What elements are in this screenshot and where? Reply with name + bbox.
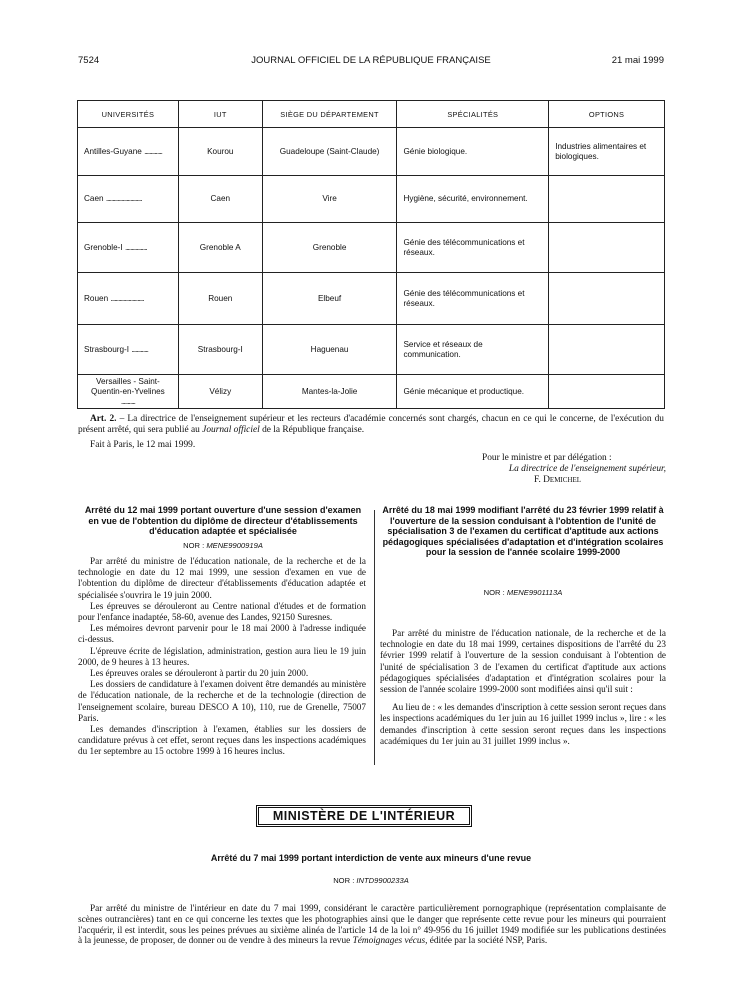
cell-iut: Strasbourg-I <box>178 325 262 375</box>
cell-specialite: Génie des télécommunications et réseaux. <box>397 273 549 325</box>
left-article-body <box>78 556 366 758</box>
right-article-nor: NOR : MENE9901113A <box>483 588 563 597</box>
paragraph: Par arrêté du ministre de l'éducation nationale, de la recherche et de la technologie en date du 18 mai 1999, certaines dispositions de l'arrêté du 23 février 1999 relatif à l'ouverture de la session conduisant à l'obtention de l'unité de spécialisation 3 de l'examen du certificat d'aptitude aux actions pédagogiques spécialisées d'adaptation et d'intégration scolaires pour la session de l'année scolaire 1999-2000 sont modifiées ainsi qu'il suit : <box>380 628 666 695</box>
paragraph: Par arrêté du ministre de l'éducation nationale, de la recherche et de la technologie en date du 12 mai 1999, une session d'examen en vue de l'obtention du diplôme de directeur d'établissements d'éducation adaptée et spécialisée s'ouvrira le 19 juin 2000. <box>78 556 366 600</box>
left-article-title: Arrêté du 12 mai 1999 portant ouverture d'une session d'examen en vue de l'obtention du diplôme de directeur d'établissements d'éducation adaptée et spécialisée <box>84 505 362 537</box>
paragraph: Les mémoires devront parvenir pour le 18 mai 2000 à l'adresse indiquée ci-dessus. <box>78 623 366 645</box>
paragraph: Les épreuves se dérouleront au Centre national d'études et de formation pour l'enfance inadaptée, 58-60, avenue des Landes, 92150 Suresnes. <box>78 600 366 623</box>
cell-options <box>549 325 665 375</box>
table-row <box>78 375 665 409</box>
cell-iut: Vélizy <box>178 375 262 409</box>
column-header: IUT <box>178 101 262 128</box>
cell-siege: Haguenau <box>262 325 397 375</box>
cell-universite: Rouen .......................... <box>78 273 179 325</box>
signature-name: F. Demichel <box>534 475 582 486</box>
interior-article-body: Par arrêté du ministre de l'intérieur en date du 7 mai 1999, considérant le caractère particulièrement pornographique (représentation complaisante de scènes outrancières) tant en ce qui concerne les textes que les photographies ainsi que le danger que représente cette revue pour les mineurs qui pourraient l'acquérir, il est interdit, sous les peines prévues au sixième alinéa de l'article 14 de la loi n° 49-956 du 16 juillet 1949 modifiée sur les publications destinées à la jeunesse, de proposer, de donner ou de vendre à des mineurs la revue Témoignages vécus, éditée par la société NSP, Paris. <box>78 904 666 947</box>
table-row <box>78 325 665 375</box>
cell-specialite: Génie des télécommunications et réseaux. <box>397 223 549 273</box>
column-divider <box>374 510 375 765</box>
table-row <box>78 223 665 273</box>
cell-specialite: Génie mécanique et productique. <box>397 375 549 409</box>
paragraph: L'épreuve écrite de législation, administration, gestion aura lieu le 19 juin 2000, de 9 heures à 13 heures. <box>78 645 366 667</box>
paragraph: Les dossiers de candidature à l'examen doivent être demandés au ministère de l'éducation nationale, de la recherche et de la technologie (direction de l'enseignement scolaire, bureau DESCO A 10), 110, rue de Grenelle, 75007 Paris. <box>78 679 366 723</box>
paragraph: Au lieu de : « les demandes d'inscription à cette session seront reçues dans les inspections académiques du 1er juin au 16 juillet 1999 inclus », lire : « les demandes d'inscription à cette session seront reçues dans les inspections académiques du 1er juin au 31 juillet 1999 inclus ». <box>380 702 666 746</box>
cell-specialite: Hygiène, sécurité, environnement. <box>397 176 549 223</box>
table-row <box>78 128 665 176</box>
column-header: SPÉCIALITÉS <box>397 101 549 128</box>
cell-options <box>549 223 665 273</box>
column-header: SIÈGE DU DÉPARTEMENT <box>262 101 397 128</box>
signature-title: La directrice de l'enseignement supérieur, <box>508 464 666 475</box>
interior-article-nor: NOR : INTD9900233A <box>333 876 409 885</box>
cell-specialite: Service et réseaux de communication. <box>397 325 549 375</box>
journal-title: JOURNAL OFFICIEL DE LA RÉPUBLIQUE FRANÇAISE <box>251 55 491 66</box>
page-header <box>78 55 664 69</box>
cell-universite: Antilles-Guyane .............. <box>78 128 179 176</box>
revue-title: Témoignages vécus <box>352 936 426 947</box>
cell-universite: Caen ............................ <box>78 176 179 223</box>
column-header: UNIVERSITÉS <box>78 101 179 128</box>
paragraph: Les épreuves orales se dérouleront à partir du 20 juin 2000. <box>90 668 309 679</box>
table-header-row <box>78 101 665 128</box>
cell-iut: Grenoble A <box>178 223 262 273</box>
cell-iut: Kourou <box>178 128 262 176</box>
journal-reference: Journal officiel <box>202 425 260 436</box>
cell-universite: Strasbourg-I ............. <box>78 325 179 375</box>
signature-block <box>470 453 666 487</box>
universities-table <box>77 100 665 409</box>
cell-siege: Mantes-la-Jolie <box>262 375 397 409</box>
paragraph: Les demandes d'inscription à l'examen, établies sur les dossiers de candidature prévus à cet effet, seront reçues dans les inspections académiques du 1er septembre au 15 octobre 1999 à 16 heures inclus. <box>78 724 366 757</box>
cell-iut: Rouen <box>178 273 262 325</box>
cell-universite: Versailles - Saint-Quentin-en-Yvelines ........... <box>78 375 179 409</box>
cell-siege: Vire <box>262 176 397 223</box>
interior-article-title: Arrêté du 7 mai 1999 portant interdiction de vente aux mineurs d'une revue <box>210 853 532 863</box>
issue-date: 21 mai 1999 <box>611 55 664 66</box>
cell-siege: Grenoble <box>262 223 397 273</box>
cell-siege: Guadeloupe (Saint-Claude) <box>262 128 397 176</box>
cell-iut: Caen <box>178 176 262 223</box>
article-2: Art. 2. – La directrice de l'enseignement supérieur et les recteurs d'académie concernés sont chargés, chacun en ce qui le concerne, de l'exécution du présent arrêté, qui sera publié au Journal officiel de la République française. <box>78 414 664 436</box>
cell-universite: Grenoble-I ................. <box>78 223 179 273</box>
ministry-heading: MINISTÈRE DE L'INTÉRIEUR <box>256 805 472 827</box>
cell-options <box>549 273 665 325</box>
cell-options <box>549 375 665 409</box>
page-number: 7524 <box>78 55 100 66</box>
signature-delegation: Pour le ministre et par délégation : <box>482 453 612 463</box>
cell-options <box>549 176 665 223</box>
left-article-nor: NOR : MENE9900919A <box>183 541 263 550</box>
cell-siege: Elbeuf <box>262 273 397 325</box>
cell-specialite: Génie biologique. <box>397 128 549 176</box>
table-row <box>78 273 665 325</box>
table-row <box>78 176 665 223</box>
cell-options: Industries alimentaires et biologiques. <box>549 128 665 176</box>
fait-a-paris: Fait à Paris, le 12 mai 1999. <box>90 440 196 450</box>
article-label: Art. 2. <box>90 414 117 424</box>
column-header: OPTIONS <box>549 101 665 128</box>
right-article-body <box>380 628 666 747</box>
right-article-title: Arrêté du 18 mai 1999 modifiant l'arrêté du 23 février 1999 relatif à l'ouverture de la session conduisant à l'obtention de l'unité de spécialisation 3 de l'examen du certificat d'aptitude aux actions pédagogiques spécialisées d'adaptation et d'intégration scolaires pour la session de l'année scolaire 1999-2000 <box>382 505 664 558</box>
